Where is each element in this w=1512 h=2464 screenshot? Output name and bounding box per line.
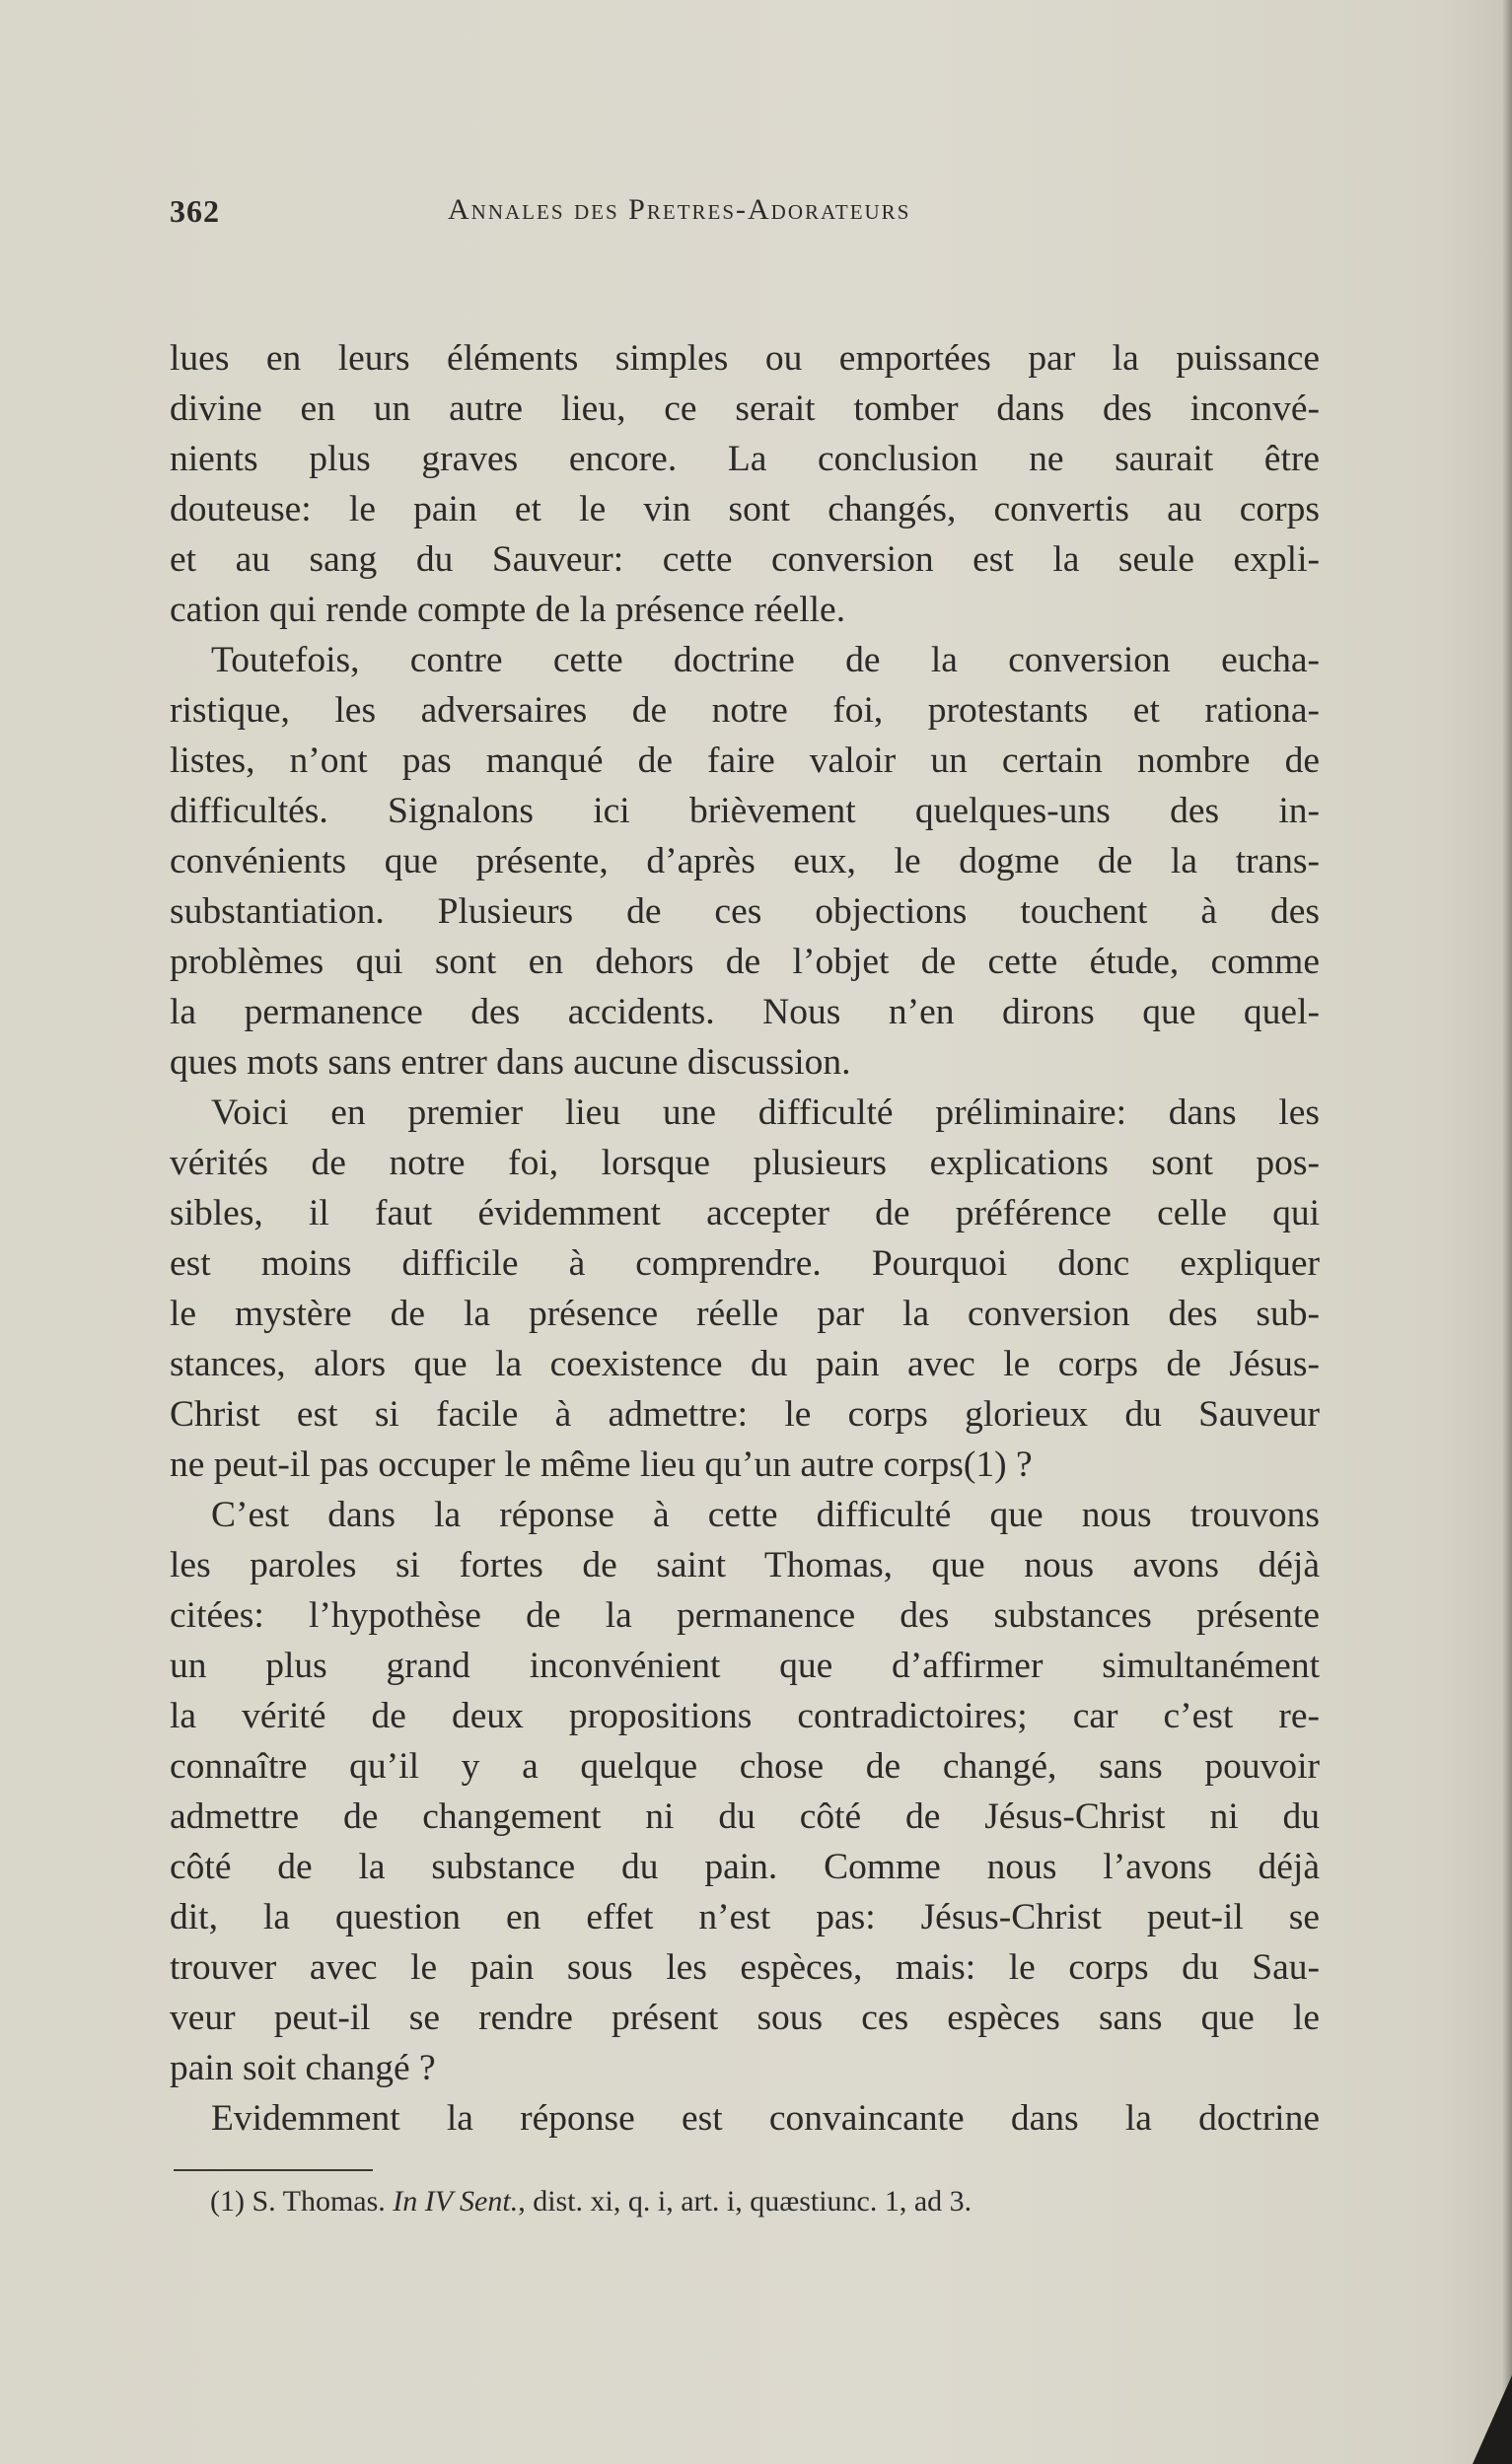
text-line: vérités de notre foi, lorsque plusieurs explications sont pos- bbox=[170, 1143, 1320, 1183]
text-line: douteuse: le pain et le vin sont changés, convertis au corps bbox=[170, 489, 1320, 529]
text-line: listes, n’ont pas manqué de faire valoir un certain nombre de bbox=[170, 740, 1320, 781]
text-line: côté de la substance du pain. Comme nous l’avons déjà bbox=[170, 1847, 1320, 1887]
text-line: un plus grand inconvénient que d’affirmer simultanément bbox=[170, 1646, 1320, 1686]
footnote-rule bbox=[174, 2169, 373, 2171]
text-line: C’est dans la réponse à cette difficulté que nous trouvons bbox=[211, 1495, 1320, 1535]
text-line: Christ est si facile à admettre: le corps glorieux du Sauveur bbox=[170, 1394, 1320, 1435]
text-line: la vérité de deux propositions contradictoires; car c’est re- bbox=[170, 1696, 1320, 1736]
text-line: veur peut-il se rendre présent sous ces espèces sans que le bbox=[170, 1998, 1320, 2038]
footnote-work: In IV Sent. bbox=[393, 2185, 519, 2218]
text-line: dit, la question en effet n’est pas: Jésus-Christ peut-il se bbox=[170, 1897, 1320, 1937]
body-text bbox=[170, 333, 1320, 2144]
text-line: ristique, les adversaires de notre foi, protestants et rationa- bbox=[170, 690, 1320, 731]
text-line: et au sang du Sauveur: cette conversion est la seule expli- bbox=[170, 539, 1320, 580]
text-line: nients plus graves encore. La conclusion ne saurait être bbox=[170, 439, 1320, 479]
text-line: divine en un autre lieu, ce serait tomber dans des inconvé- bbox=[170, 388, 1320, 429]
text-line: sibles, il faut évidemment accepter de préférence celle qui bbox=[170, 1193, 1320, 1233]
text-line: la permanence des accidents. Nous n’en dirons que quel- bbox=[170, 992, 1320, 1032]
text-line: convénients que présente, d’après eux, le dogme de la trans- bbox=[170, 841, 1320, 881]
text-line: substantiation. Plusieurs de ces objections touchent à des bbox=[170, 891, 1320, 932]
page-edge-shadow bbox=[1502, 0, 1512, 2464]
footnote bbox=[210, 2185, 972, 2218]
text-line: lues en leurs éléments simples ou emportées par la puissance bbox=[170, 338, 1320, 379]
text-line: pain soit changé ? bbox=[170, 2048, 436, 2088]
footnote-reference: , dist. xi, q. i, art. i, quæstiunc. 1, ad 3. bbox=[518, 2185, 972, 2218]
text-line: ques mots sans entrer dans aucune discussion. bbox=[170, 1042, 851, 1083]
text-line: stances, alors que la coexistence du pain avec le corps de Jésus- bbox=[170, 1344, 1320, 1384]
text-line: citées: l’hypothèse de la permanence des substances présente bbox=[170, 1595, 1320, 1636]
text-line: les paroles si fortes de saint Thomas, que nous avons déjà bbox=[170, 1545, 1320, 1585]
footnote-author: S. Thomas. bbox=[252, 2185, 386, 2218]
text-line: connaître qu’il y a quelque chose de changé, sans pouvoir bbox=[170, 1746, 1320, 1787]
footnote-marker: (1) bbox=[210, 2185, 245, 2218]
text-line: problèmes qui sont en dehors de l’objet de cette étude, comme bbox=[170, 942, 1320, 982]
text-line: ne peut-il pas occuper le même lieu qu’un autre corps(1) ? bbox=[170, 1444, 1033, 1485]
text-line: Evidemment la réponse est convaincante dans la doctrine bbox=[211, 2098, 1320, 2139]
text-line: trouver avec le pain sous les espèces, mais: le corps du Sau- bbox=[170, 1947, 1320, 1988]
text-line: difficultés. Signalons ici brièvement quelques-uns des in- bbox=[170, 791, 1320, 831]
text-line: cation qui rende compte de la présence réelle. bbox=[170, 590, 846, 630]
page-header bbox=[170, 193, 1314, 233]
text-line: Toutefois, contre cette doctrine de la conversion eucha- bbox=[211, 640, 1320, 680]
text-line: est moins difficile à comprendre. Pourquoi donc expliquer bbox=[170, 1243, 1320, 1284]
text-line: Voici en premier lieu une difficulté préliminaire: dans les bbox=[211, 1092, 1320, 1133]
page-number: 362 bbox=[170, 193, 220, 229]
text-line: admettre de changement ni du côté de Jésus-Christ ni du bbox=[170, 1796, 1320, 1837]
text-line: le mystère de la présence réelle par la conversion des sub- bbox=[170, 1294, 1320, 1334]
running-title: Annales des Pretres-Adorateurs bbox=[448, 193, 911, 226]
page-corner bbox=[1473, 2375, 1512, 2464]
